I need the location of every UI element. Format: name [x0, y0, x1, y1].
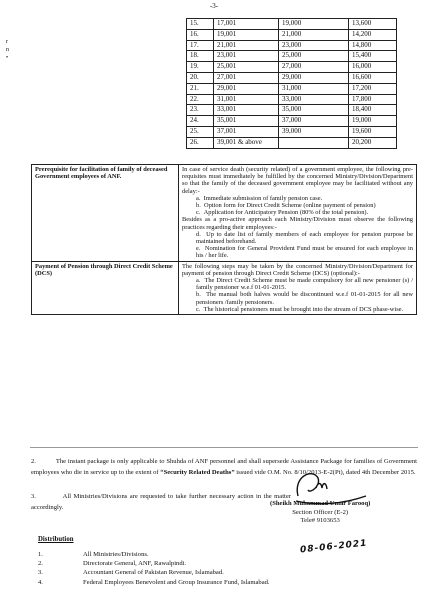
distribution-list — [38, 550, 270, 587]
rate-cell: 25,001 — [214, 62, 279, 73]
rate-cell: 26. — [187, 137, 214, 148]
rate-cell: 14,200 — [349, 29, 397, 40]
rate-cell: 15. — [187, 19, 214, 30]
rate-cell: 16. — [187, 29, 214, 40]
rate-row — [187, 94, 397, 105]
rate-cell: 17. — [187, 40, 214, 51]
rate-cell: 35,001 — [214, 116, 279, 127]
rate-cell: 39,001 & above — [214, 137, 279, 148]
rate-cell: 21,000 — [279, 29, 349, 40]
rate-cell: 23,001 — [214, 51, 279, 62]
rate-cell: 18. — [187, 51, 214, 62]
prerequisite-middle: Besides as a pro-active approach each Ministry/Division must observe the following practices regarding their employees:- — [182, 216, 413, 231]
rate-cell: 20,200 — [349, 137, 397, 148]
signature-block — [270, 500, 370, 526]
margin-mark: • — [6, 55, 9, 61]
prerequisite-item: e. Nomination for General Provident Fund must be ensured for each employee in his / her life. — [196, 245, 413, 260]
paragraph-text: All Ministries/Divisions are requested to take further necessary action in the matter accordingly. — [31, 493, 291, 511]
prerequisite-item: d. Up to date list of family members of each employee for pension purpose be maintained beforehand. — [196, 230, 413, 246]
distribution-item: 1. All Ministries/Divisions. — [38, 551, 149, 558]
rate-cell: 21,001 — [214, 40, 279, 51]
dcs-intro: The following steps may be taken by the concerned Ministry/Division/Department for payment of pension through Direct Credit Scheme (DCS) (optional):- — [182, 262, 413, 277]
rate-cell: 27,001 — [214, 72, 279, 83]
rate-cell: 31,000 — [279, 83, 349, 94]
margin-mark: n — [6, 47, 9, 53]
rate-cell: 24. — [187, 116, 214, 127]
rate-cell: 20. — [187, 72, 214, 83]
rate-cell: 17,200 — [349, 83, 397, 94]
security-related-deaths: “Security Related Deaths” — [160, 469, 235, 476]
rate-cell: 37,001 — [214, 126, 279, 137]
prerequisite-heading: Prerequisite for facilitation of family of deceased Government employees of ANF. — [32, 165, 179, 262]
prerequisite-row — [32, 165, 417, 262]
rate-row — [187, 29, 397, 40]
rate-cell: 33,001 — [214, 105, 279, 116]
rate-row — [187, 40, 397, 51]
dcs-heading: Payment of Pension through Direct Credit Scheme (DCS) — [32, 261, 179, 314]
margin-marks — [6, 38, 9, 62]
rate-cell: 33,000 — [279, 94, 349, 105]
rate-cell: 19,000 — [349, 116, 397, 127]
page-number: -3- — [209, 2, 219, 10]
prerequisite-item: a. Immediate submission of family pension case. — [196, 194, 323, 202]
dcs-item: b. The manual both halves would be discontinued w.e.f 01-01-2015 for all new pensioners /family pensioners. — [196, 291, 413, 306]
dcs-item: a. The Direct Credit Scheme must be made compulsory for all new pensioner (s) / family pensioner w.e.f 01-01-2015. — [196, 277, 413, 292]
dcs-item: c. The historical pensioners must be brought into the stream of DCS phase-wise. — [196, 305, 404, 313]
prerequisite-intro: In case of service death (security related) of a government employee, the following pre-requisites must immediately be fulfilled by the concerned Ministry/Division/Department so that the family of the deceased government employee may be facilitated without any delay:- — [182, 166, 413, 195]
rate-cell: 14,800 — [349, 40, 397, 51]
rate-cell: 19. — [187, 62, 214, 73]
policy-table — [31, 164, 417, 315]
rate-row — [187, 137, 397, 148]
prerequisite-item: b. Option form for Direct Credit Scheme (online payment of pension) — [196, 202, 376, 210]
rate-cell: 27,000 — [279, 62, 349, 73]
prerequisite-body — [179, 165, 417, 262]
paragraph-3 — [31, 491, 291, 513]
signatory-phone: Tele# 9103653 — [300, 517, 340, 524]
rate-cell: 19,600 — [349, 126, 397, 137]
rate-cell: 18,400 — [349, 105, 397, 116]
rate-cell: 16,000 — [349, 62, 397, 73]
pension-rate-table — [186, 18, 397, 149]
margin-mark: r — [6, 39, 8, 45]
rate-cell: 37,000 — [279, 116, 349, 127]
rate-cell: 39,000 — [279, 126, 349, 137]
rate-row — [187, 19, 397, 30]
rate-cell: 13,600 — [349, 19, 397, 30]
rate-cell: 23,000 — [279, 40, 349, 51]
distribution-heading: Distribution — [38, 536, 74, 543]
paragraph-number: 3. — [31, 493, 36, 500]
rate-cell: 17,001 — [214, 19, 279, 30]
rate-cell: 15,400 — [349, 51, 397, 62]
divider — [30, 447, 418, 448]
rate-cell: 23. — [187, 105, 214, 116]
rate-cell: 25,000 — [279, 51, 349, 62]
rate-cell: 35,000 — [279, 105, 349, 116]
rate-cell: 17,800 — [349, 94, 397, 105]
paragraph-text: issued vide O.M. No. 8/10/2013-E-2(Pt), dated 4th December 2015. — [234, 469, 416, 476]
dcs-body — [179, 261, 417, 314]
rate-cell: 22. — [187, 94, 214, 105]
rate-cell: 21. — [187, 83, 214, 94]
rate-row — [187, 116, 397, 127]
distribution-item: 3. Accountant General of Pakistan Revenue, Islamabad. — [38, 569, 224, 577]
rate-cell: 29,000 — [279, 72, 349, 83]
rate-row — [187, 105, 397, 116]
rate-cell: 31,001 — [214, 94, 279, 105]
prerequisite-item: c. Application for Anticipatory Pension (80% of the total pension). — [196, 209, 369, 217]
rate-row — [187, 62, 397, 73]
rate-row — [187, 72, 397, 83]
distribution-item: 2. Directorate General, ANF, Rawalpindi. — [38, 560, 187, 568]
paragraph-number: 2. — [31, 458, 36, 465]
rate-row — [187, 51, 397, 62]
signatory-title: Section Officer (E-2) — [292, 508, 349, 516]
handwritten-date: 08-06-2021 — [299, 538, 368, 556]
dcs-row — [32, 261, 417, 314]
signatory-name: (Sheikh Muhammad Umar Farooq) — [270, 500, 371, 507]
rate-cell: 19,000 — [279, 19, 349, 30]
rate-cell: 16,600 — [349, 72, 397, 83]
rate-cell: 29,001 — [214, 83, 279, 94]
rate-cell — [279, 137, 349, 148]
rate-cell: 25. — [187, 126, 214, 137]
rate-row — [187, 126, 397, 137]
distribution-item: 4. Federal Employees Benevolent and Group Insurance Fund, Islamabad. — [38, 578, 270, 586]
rate-cell: 19,001 — [214, 29, 279, 40]
paragraph-text: The instant package is only applicable to Shuhda of ANF personnel and shall supersede Assistance Package for families of Government employees who die in service up to the extent of — [31, 458, 418, 476]
rate-row — [187, 83, 397, 94]
